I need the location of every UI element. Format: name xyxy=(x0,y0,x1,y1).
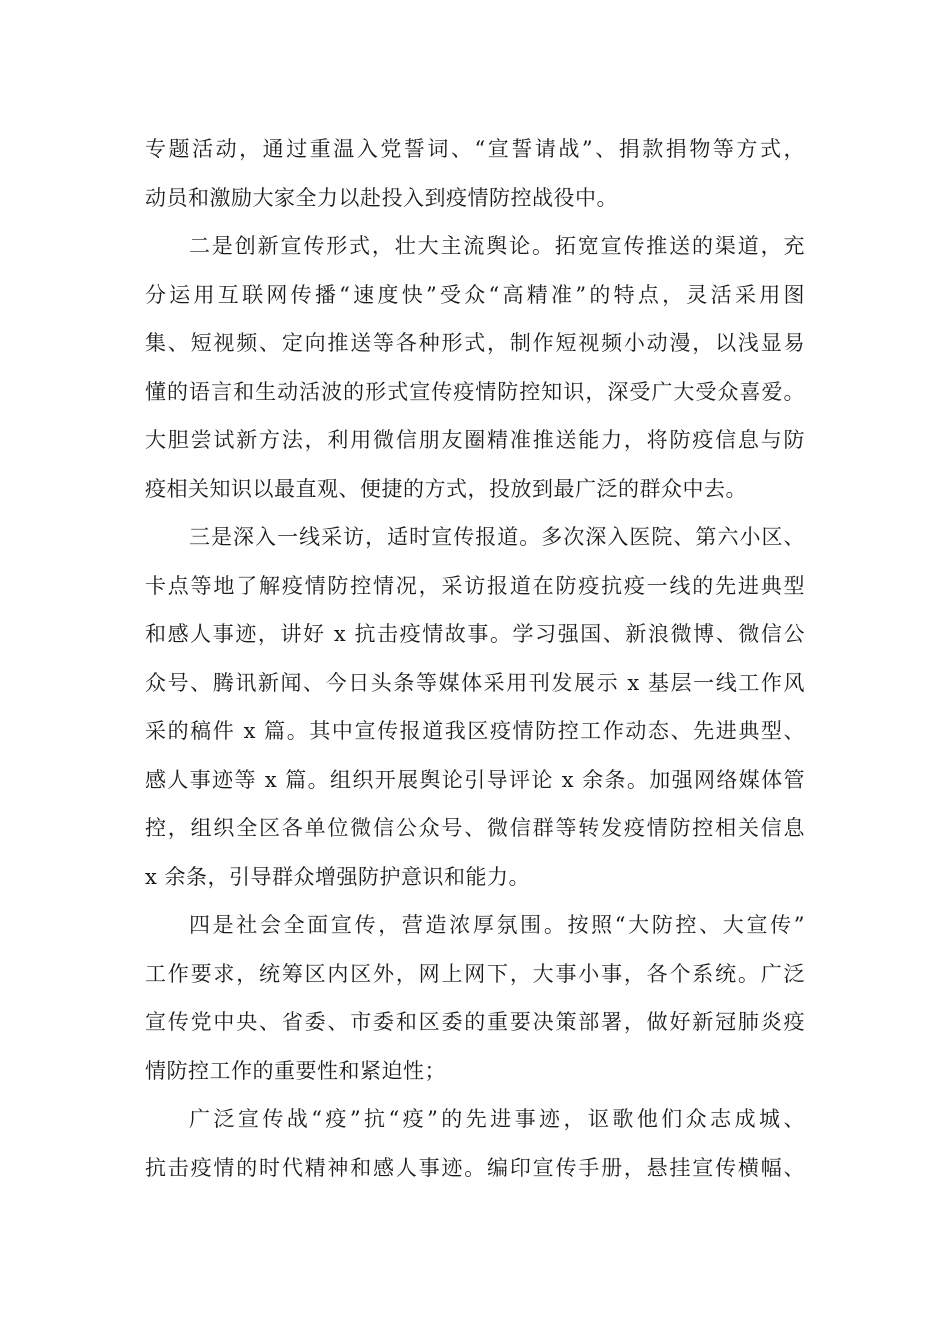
paragraph-first-line: 四是社会全面宣传，营造浓厚氛围。按照“大防控、大宣传” xyxy=(189,913,805,937)
text-line: 抗击疫情的时代精神和感人事迹。编印宣传手册，悬挂宣传横幅、 xyxy=(145,1155,805,1180)
text-line: 采的稿件 x 篇。其中宣传报道我区疫情防控工作动态、先进典型、 xyxy=(145,719,805,743)
paragraph-first-line: 二是创新宣传形式，壮大主流舆论。拓宽宣传推送的渠道，充 xyxy=(189,234,805,258)
body-text xyxy=(145,125,805,1192)
text-line: 专题活动，通过重温入党誓词、“宣誓请战”、捐款捐物等方式， xyxy=(145,137,805,161)
text-line: 动员和激励大家全力以赴投入到疫情防控战役中。 xyxy=(145,185,618,210)
text-line: 懂的语言和生动活波的形式宣传疫情防控知识，深受广大受众喜爱。 xyxy=(145,379,805,404)
paragraph-first-line: 三是深入一线采访，适时宣传报道。多次深入医院、第六小区、 xyxy=(189,525,805,549)
text-line: x 余条，引导群众增强防护意识和能力。 xyxy=(145,864,531,889)
text-line: 疫相关知识以最直观、便捷的方式，投放到最广泛的群众中去。 xyxy=(145,476,747,501)
text-line: 工作要求，统筹区内区外，网上网下，大事小事，各个系统。广泛 xyxy=(145,961,805,986)
text-line: 大胆尝试新方法，利用微信朋友圈精准推送能力，将防疫信息与防 xyxy=(145,428,805,452)
text-line: 情防控工作的重要性和紧迫性； xyxy=(145,1058,446,1083)
text-line: 控，组织全区各单位微信公众号、微信群等转发疫情防控相关信息 xyxy=(145,816,805,840)
text-line: 分运用互联网传播“速度快”受众“高精准”的特点，灵活采用图 xyxy=(145,282,805,307)
text-line: 和感人事迹，讲好 x 抗击疫情故事。学习强国、新浪微博、微信公 xyxy=(145,622,805,646)
text-line: 集、短视频、定向推送等各种形式，制作短视频小动漫，以浅显易 xyxy=(145,331,805,355)
text-line: 感人事迹等 x 篇。组织开展舆论引导评论 x 余条。加强网络媒体管 xyxy=(145,767,805,792)
text-line: 宣传党中央、省委、市委和区委的重要决策部署，做好新冠肺炎疫 xyxy=(145,1010,805,1034)
paragraph-first-line: 广泛宣传战“疫”抗“疫”的先进事迹，讴歌他们众志成城、 xyxy=(189,1107,805,1131)
text-line: 卡点等地了解疫情防控情况，采访报道在防疫抗疫一线的先进典型 xyxy=(145,573,805,598)
text-line: 众号、腾讯新闻、今日头条等媒体采用刊发展示 x 基层一线工作风 xyxy=(145,670,805,695)
